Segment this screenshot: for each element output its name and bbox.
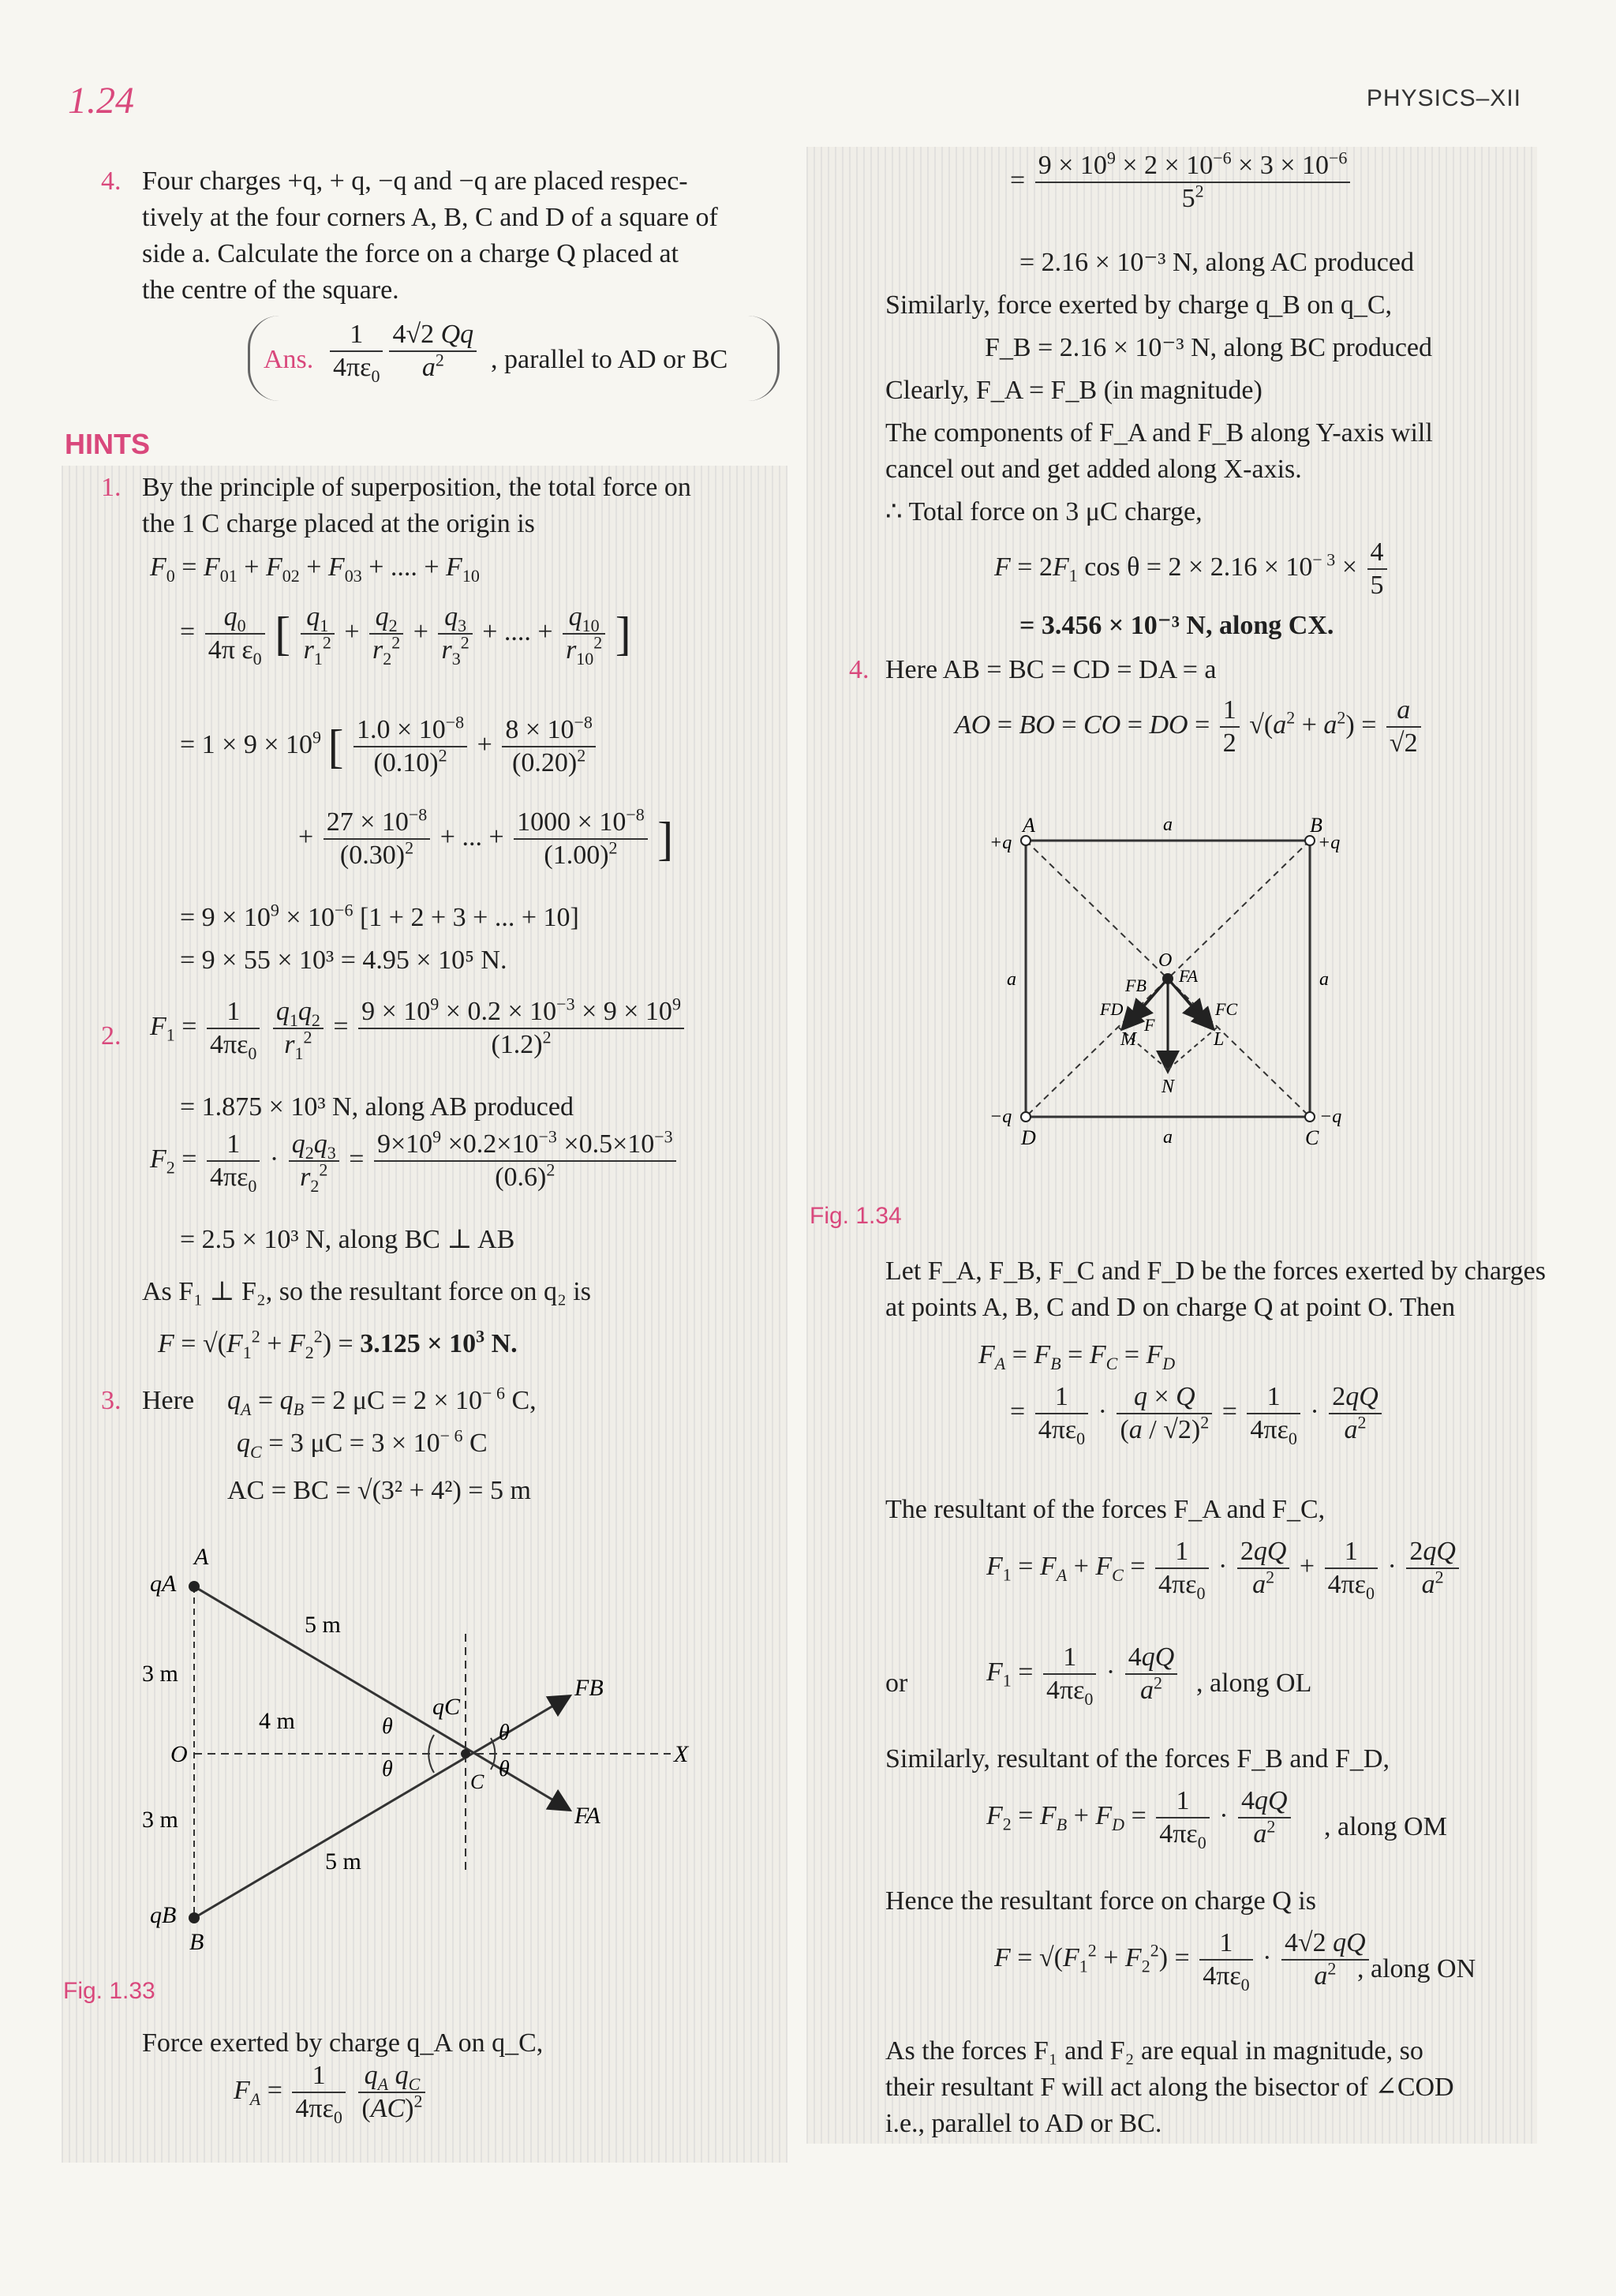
equation: = $1 \times 9 \times 10^9$ [ $\frac{1.0 \times 10^{-8}}{(0.10)^2}$ + $\frac{8 \times 10^{-8}}{(0.20)^2}$ <box>180 714 599 779</box>
figure-1-33 <box>118 1531 718 1957</box>
equation: = $\frac{q_0}{4\pi \varepsilon_0}$ [ $\frac{q_1}{r_1^2}$ + $\frac{q_2}{r_2^2}$ + $\frac{q_3}{r_3^2}$ + .... + $\frac{q_{10}}{r_{10}^2}$ ] <box>180 602 631 669</box>
label-a-side: a <box>1163 815 1173 835</box>
running-head: PHYSICS–XII <box>1366 85 1521 111</box>
left-column <box>0 0 797 2296</box>
equation: $F_1$ = $\frac{1}{4\pi\varepsilon_0}$ · $\frac{4qQ}{a^2}$ <box>986 1642 1180 1706</box>
label-theta: θ <box>499 1757 510 1781</box>
label-o: O <box>170 1741 188 1767</box>
similarly-text: Similarly, force exerted by charge q_B on q_C, <box>885 290 1393 320</box>
corner-d-point <box>1021 1112 1031 1122</box>
equation: $F_1$ = $\frac{1}{4\pi\varepsilon_0}$ $\frac{q_1q_2}{r_1^2}$ = $\frac{9 \times 10^9 \times 0.2 \times 10^{-3} \times 9 \times 10^9}{(1.2)^2}$ <box>150 996 687 1061</box>
problem-text-line: side a. Calculate the force on a charge Q placed at <box>142 239 679 268</box>
hint-number: 4. <box>849 655 870 684</box>
similarly-bd-text: Similarly, resultant of the forces F_B and F_D, <box>885 1744 1390 1774</box>
label-x: X <box>674 1741 689 1767</box>
equation: AO = BO = CO = DO = $\frac{1}{2}$ $√(a^2 + a^2)$ = $\frac{a}{√2}$ <box>955 695 1424 759</box>
label-qa: qA <box>150 1571 177 1597</box>
right-column <box>797 0 1616 2296</box>
problem-text-line: Four charges +q, + q, −q and −q are placed respec- <box>142 167 688 196</box>
resultant-ac-text: The resultant of the forces F_A and F_C, <box>885 1495 1326 1524</box>
label-5m-top: 5 m <box>305 1612 341 1638</box>
label-3m-bottom: 3 m <box>142 1807 178 1833</box>
answer-label: Ans. <box>264 345 314 374</box>
hint-number: 2. <box>101 1021 122 1051</box>
hint-text-line: the 1 C charge placed at the origin is <box>142 509 535 538</box>
final-line: their resultant F will act along the bisector of ∠COD <box>885 2073 1454 2102</box>
label-minus-q: −q <box>1319 1107 1342 1127</box>
hint1-result: = 9 × 55 × 10³ = 4.95 × 10⁵ N. <box>180 946 507 975</box>
line-b-to-fb <box>194 1697 568 1918</box>
hints-heading: HINTS <box>65 428 150 460</box>
figure-1-34 <box>978 797 1389 1176</box>
label-plus-q: +q <box>989 833 1012 853</box>
final-result <box>1019 608 1334 644</box>
charge-b-point <box>189 1912 200 1923</box>
problem-number: 4. <box>101 167 122 196</box>
components-line: cancel out and get added along X-axis. <box>885 455 1302 484</box>
label-qc: qC <box>432 1694 461 1720</box>
label-fb: FB <box>574 1675 604 1701</box>
hint4-text: Here AB = BC = CD = DA = a <box>885 655 1217 684</box>
label-o: O <box>1158 950 1173 971</box>
label-3m-top: 3 m <box>142 1661 178 1687</box>
label-fa: FA <box>1179 966 1199 986</box>
equation: $F_A$ = $\frac{1}{4\pi\varepsilon_0}$ $\frac{q_A q_C}{(AC)^2}$ <box>234 2060 428 2125</box>
hint-number: 1. <box>101 473 122 502</box>
page-number: 1.24 <box>68 80 134 122</box>
equation: = $\frac{9 \times 10^9 \times 2 \times 10^{-6} \times 3 \times 10^{-6}}{5^2}$ <box>1010 150 1353 215</box>
label-theta: θ <box>499 1721 510 1745</box>
label-a-side: a <box>1319 969 1329 990</box>
label-fa: FA <box>574 1803 600 1829</box>
equation: $F_A = F_B = F_C = F_D$ <box>978 1340 1176 1373</box>
label-l: L <box>1214 1029 1225 1050</box>
label-4m: 4 m <box>259 1708 295 1734</box>
equation: $F_1 = F_A + F_C$ = $\frac{1}{4\pi\varepsilon_0}$ · $\frac{2qQ}{a^2}$ + $\frac{1}{4\pi\varepsilon_0}$ · $\frac{2qQ}{a^2}$ <box>986 1536 1462 1601</box>
answer-suffix: , parallel to AD or BC <box>491 345 728 374</box>
charge-a-point <box>189 1581 200 1592</box>
total-force-text: ∴ Total force on 3 μC charge, <box>885 497 1203 526</box>
hint2-perp-text: As F₁ ⊥ F₂, so the resultant force on q₂ is <box>142 1277 591 1306</box>
label-fc: FC <box>1215 999 1238 1019</box>
label-m: M <box>1120 1029 1136 1050</box>
or-label: or <box>885 1669 908 1698</box>
label-a-side: a <box>1163 1127 1173 1148</box>
corner-c-point <box>1305 1112 1315 1122</box>
label-theta: θ <box>382 1757 393 1781</box>
hint2-f2-result: = 2.5 × 10³ N, along BC ⊥ AB <box>180 1225 515 1254</box>
components-line: The components of F_A and F_B along Y-axis will <box>885 418 1433 448</box>
equation: $F_2 = F_B + F_D$ = $\frac{1}{4\pi\varepsilon_0}$ · $\frac{4qQ}{a^2}$ <box>986 1785 1294 1850</box>
arrow-fc <box>1168 979 1212 1028</box>
equation: = $\frac{1}{4\pi\varepsilon_0}$ · $\frac{q \times Q}{(a / √2)^2}$ = $\frac{1}{4\pi\varepsilon_0}$ · $\frac{2qQ}{a^2}$ <box>1010 1381 1385 1446</box>
let-line: Let F_A, F_B, F_C and F_D be the forces exerted by charges <box>885 1257 1546 1286</box>
center-o-point <box>1162 973 1173 984</box>
hence-text: Hence the resultant force on charge Q is <box>885 1886 1316 1916</box>
label-plus-q: +q <box>1318 833 1341 853</box>
equation: $F_2$ = $\frac{1}{4\pi\varepsilon_0}$ · $\frac{q_2q_3}{r_2^2}$ = $\frac{9\times 10^9 \times 0.2\times 10^{-3} \times 0.5\times 10^{-3}}{(0.6)^2}$ <box>150 1129 679 1193</box>
hint-number: 3. <box>101 1386 122 1415</box>
label-n: N <box>1162 1077 1175 1097</box>
label-a-side: a <box>1007 969 1016 990</box>
final-line: As the forces F₁ and F₂ are equal in magnitude, so <box>885 2036 1423 2066</box>
label-minus-q: −q <box>989 1107 1012 1127</box>
problem-text-line: the centre of the square. <box>142 275 399 305</box>
dashed-nl <box>1168 1028 1217 1069</box>
corner-a-point <box>1021 836 1031 845</box>
label-5m-bottom: 5 m <box>325 1848 361 1875</box>
label-a: A <box>1023 814 1035 837</box>
equation: $F_0 = F_{01} + F_{02} + F_{03}$ + .... + $F_{10}$ <box>150 552 480 586</box>
label-qb: qB <box>150 1902 177 1928</box>
along-om: , along OM <box>1324 1812 1447 1841</box>
hint2-f1-result: = 1.875 × 10³ N, along AB produced <box>180 1092 574 1122</box>
label-theta: θ <box>382 1714 393 1739</box>
fig-caption-1-33: Fig. 1.33 <box>63 1978 155 2004</box>
fa-result: = 2.16 × 10⁻³ N, along AC produced <box>1019 248 1414 277</box>
equation: $F = √(F_1^2 + F_2^2)$ = $\frac{1}{4\pi\varepsilon_0}$ · $\frac{4√2 qQ}{a^2}$ <box>994 1927 1372 1992</box>
final-line: i.e., parallel to AD or BC. <box>885 2109 1162 2138</box>
label-b: B <box>189 1929 204 1955</box>
equation: $F = √(F_1^2 + F_2^2) = 3.125 \times 10^3$ N. <box>158 1326 518 1362</box>
problem-text-line: tively at the four corners A, B, C and D of a square of <box>142 203 718 232</box>
hint3-ac-text: AC = BC = √(3² + 4²) = 5 m <box>227 1476 531 1505</box>
label-c: C <box>1305 1126 1319 1149</box>
hint-text-line: By the principle of superposition, the total force on <box>142 473 691 502</box>
label-fd: FD <box>1100 999 1124 1019</box>
label-f: F <box>1144 1015 1155 1035</box>
final-result-bold: = 3.456 × 10⁻³ N, along CX. <box>1019 611 1334 640</box>
fb-result: F_B = 2.16 × 10⁻³ N, along BC produced <box>985 333 1433 362</box>
label-c: C <box>470 1770 484 1793</box>
label-b: B <box>1310 814 1322 837</box>
equation: = $9 \times 10^9 \times 10^{-6}$ [1 + 2 + 3 + ... + 10] <box>180 900 579 932</box>
force-by-qa-text: Force exerted by charge q_A on q_C, <box>142 2028 544 2058</box>
corner-b-point <box>1305 836 1315 845</box>
clearly-text: Clearly, F_A = F_B (in magnitude) <box>885 376 1262 405</box>
label-d: D <box>1021 1126 1036 1149</box>
equation: $q_C = 3$ $\mu C = 3 \times 10^{- 6}$ C <box>237 1425 488 1462</box>
along-on: , along ON <box>1357 1954 1476 1983</box>
label-fb: FB <box>1125 976 1147 995</box>
label-a: A <box>194 1544 209 1570</box>
fig-caption-1-34: Fig. 1.34 <box>810 1203 902 1229</box>
hint3-here: Here <box>142 1386 195 1415</box>
equation: $q_A = q_B = 2$ $\mu C = 2 \times 10^{- 6}$ C, <box>227 1383 537 1419</box>
charge-c-point <box>461 1749 470 1759</box>
along-ol: , along OL <box>1196 1669 1312 1698</box>
let-line: at points A, B, C and D on charge Q at point O. Then <box>885 1293 1456 1322</box>
line-a-to-fa <box>194 1586 568 1809</box>
answer-formula: $\frac{1}{4\pi\varepsilon_0}$ $\frac{4√2 Qq}{a^2}$ <box>327 319 480 384</box>
equation: + $\frac{27 \times 10^{-8}}{(0.30)^2}$ + ... + $\frac{1000 \times 10^{-8}}{(1.00)^2}$ ] <box>298 804 674 870</box>
equation: $F = 2F_1$ $\cos \theta = 2 \times 2.16 \times 10^{- 3}$ × $\frac{4}{5}$ <box>994 537 1390 601</box>
